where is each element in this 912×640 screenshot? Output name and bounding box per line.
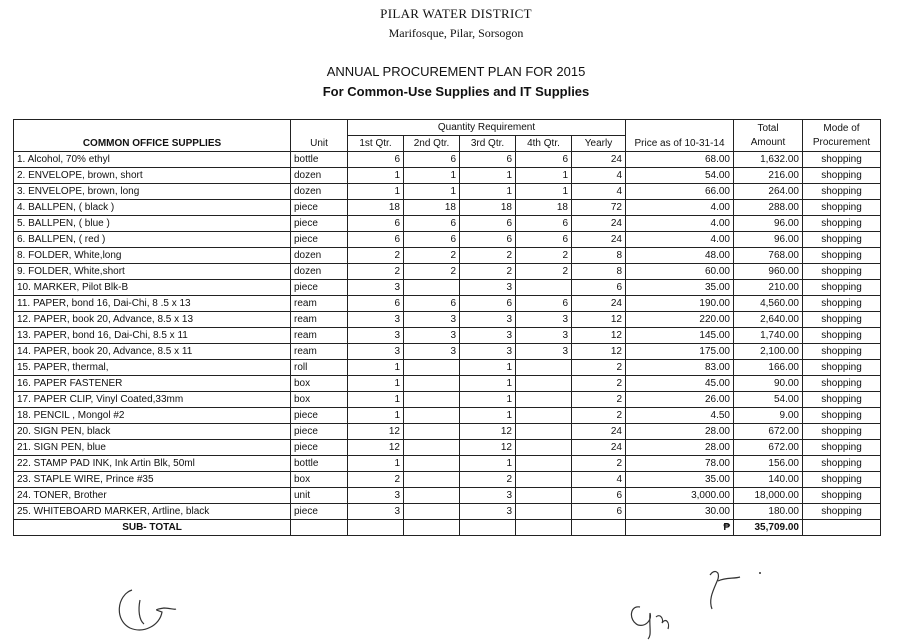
q4-cell [516,488,572,504]
q4-cell [516,440,572,456]
q1-cell: 2 [348,264,404,280]
unit-cell: piece [291,232,348,248]
q2-cell [404,488,460,504]
mode-cell: shopping [803,376,881,392]
table-body [14,152,881,520]
unit-cell: piece [291,424,348,440]
yearly-cell: 6 [572,504,626,520]
item-name-cell: 15. PAPER, thermal, [14,360,291,376]
q3-cell: 2 [460,248,516,264]
total-cell: 90.00 [734,376,803,392]
unit-cell: ream [291,312,348,328]
q4-cell [516,360,572,376]
procurement-table [13,119,881,536]
price-cell: 4.50 [626,408,734,424]
total-cell: 1,632.00 [734,152,803,168]
yearly-cell: 4 [572,472,626,488]
q2-cell [404,472,460,488]
yearly-cell: 24 [572,152,626,168]
price-cell: 4.00 [626,200,734,216]
empty-cell [404,520,460,536]
q2-cell: 3 [404,312,460,328]
mode-cell: shopping [803,504,881,520]
unit-cell: roll [291,360,348,376]
price-cell: 68.00 [626,152,734,168]
table-row [14,296,881,312]
item-name-cell: 12. PAPER, book 20, Advance, 8.5 x 13 [14,312,291,328]
q3-cell: 3 [460,312,516,328]
q3-cell: 1 [460,360,516,376]
item-name-cell: 8. FOLDER, White,long [14,248,291,264]
mode-cell: shopping [803,296,881,312]
yearly-cell: 2 [572,376,626,392]
item-name-cell: 24. TONER, Brother [14,488,291,504]
price-cell: 78.00 [626,456,734,472]
q1-cell: 6 [348,296,404,312]
yearly-cell: 72 [572,200,626,216]
total-cell: 9.00 [734,408,803,424]
header-total [734,120,803,152]
yearly-cell: 12 [572,344,626,360]
price-cell: 83.00 [626,360,734,376]
price-cell: 28.00 [626,440,734,456]
signature-left [112,580,182,635]
mode-cell: shopping [803,328,881,344]
item-name-cell: 4. BALLPEN, ( black ) [14,200,291,216]
table-row [14,280,881,296]
item-name-cell: 17. PAPER CLIP, Vinyl Coated,33mm [14,392,291,408]
unit-cell: box [291,376,348,392]
total-cell: 166.00 [734,360,803,376]
price-cell: 26.00 [626,392,734,408]
q4-cell: 6 [516,152,572,168]
empty-cell [291,520,348,536]
total-cell: 672.00 [734,424,803,440]
mode-cell: shopping [803,472,881,488]
unit-cell: piece [291,408,348,424]
header-q3: 3rd Qtr. [460,136,516,152]
unit-cell: dozen [291,248,348,264]
yearly-cell: 4 [572,168,626,184]
organization-address: Marifosque, Pilar, Sorsogon [388,26,524,40]
document-subtitle: For Common-Use Supplies and IT Supplies [322,84,590,99]
q2-cell: 6 [404,296,460,312]
mode-cell: shopping [803,280,881,296]
subtotal-amount: 35,709.00 [734,520,803,536]
price-cell: 35.00 [626,472,734,488]
q2-cell [404,456,460,472]
yearly-cell: 8 [572,264,626,280]
q1-cell: 1 [348,456,404,472]
q2-cell: 6 [404,152,460,168]
q1-cell: 3 [348,344,404,360]
unit-cell: ream [291,344,348,360]
item-name-cell: 5. BALLPEN, ( blue ) [14,216,291,232]
unit-cell: dozen [291,264,348,280]
unit-cell: piece [291,200,348,216]
table-row [14,392,881,408]
yearly-cell: 24 [572,440,626,456]
total-cell: 2,100.00 [734,344,803,360]
yearly-cell: 8 [572,248,626,264]
unit-cell: bottle [291,456,348,472]
item-name-cell: 1. Alcohol, 70% ethyl [14,152,291,168]
q4-cell: 6 [516,216,572,232]
total-cell: 768.00 [734,248,803,264]
q4-cell [516,376,572,392]
table-row [14,152,881,168]
table-row [14,376,881,392]
q4-cell: 6 [516,232,572,248]
header-mode [803,120,881,152]
price-cell: 4.00 [626,216,734,232]
q3-cell: 3 [460,504,516,520]
mode-cell: shopping [803,440,881,456]
table-row [14,232,881,248]
unit-cell: piece [291,280,348,296]
yearly-cell: 24 [572,232,626,248]
q3-cell: 1 [460,168,516,184]
yearly-cell: 24 [572,424,626,440]
q1-cell: 1 [348,184,404,200]
q2-cell: 1 [404,184,460,200]
item-name-cell: 9. FOLDER, White,short [14,264,291,280]
table-row [14,264,881,280]
q2-cell: 3 [404,328,460,344]
q3-cell: 18 [460,200,516,216]
q3-cell: 1 [460,392,516,408]
q1-cell: 3 [348,280,404,296]
q1-cell: 3 [348,488,404,504]
price-cell: 28.00 [626,424,734,440]
q4-cell: 18 [516,200,572,216]
q2-cell: 2 [404,264,460,280]
item-name-cell: 20. SIGN PEN, black [14,424,291,440]
table-row [14,312,881,328]
total-cell: 1,740.00 [734,328,803,344]
total-cell: 288.00 [734,200,803,216]
header-q1: 1st Qtr. [348,136,404,152]
q2-cell: 2 [404,248,460,264]
q1-cell: 18 [348,200,404,216]
total-cell: 180.00 [734,504,803,520]
q3-cell: 1 [460,184,516,200]
q4-cell [516,408,572,424]
table-row [14,456,881,472]
q1-cell: 6 [348,216,404,232]
q1-cell: 1 [348,392,404,408]
table-row [14,184,881,200]
header-mode-line1: Mode of [823,122,860,134]
q2-cell: 3 [404,344,460,360]
q3-cell: 12 [460,440,516,456]
q1-cell: 1 [348,408,404,424]
q4-cell [516,280,572,296]
q3-cell: 12 [460,424,516,440]
header-mode-line2: Procurement [812,136,871,148]
item-name-cell: 2. ENVELOPE, brown, short [14,168,291,184]
total-cell: 96.00 [734,216,803,232]
yearly-cell: 6 [572,280,626,296]
total-cell: 156.00 [734,456,803,472]
yearly-cell: 2 [572,392,626,408]
empty-cell [460,520,516,536]
q3-cell: 1 [460,408,516,424]
item-name-cell: 6. BALLPEN, ( red ) [14,232,291,248]
item-name-cell: 21. SIGN PEN, blue [14,440,291,456]
item-name-cell: 22. STAMP PAD INK, Ink Artin Blk, 50ml [14,456,291,472]
header-total-line2: Amount [750,136,786,148]
q1-cell: 2 [348,248,404,264]
q3-cell: 6 [460,232,516,248]
q2-cell [404,392,460,408]
q3-cell: 1 [460,376,516,392]
mode-cell: shopping [803,152,881,168]
q1-cell: 1 [348,168,404,184]
empty-cell [572,520,626,536]
unit-cell: bottle [291,152,348,168]
table-row [14,200,881,216]
mode-cell: shopping [803,392,881,408]
header-q4: 4th Qtr. [516,136,572,152]
price-cell: 48.00 [626,248,734,264]
total-cell: 4,560.00 [734,296,803,312]
table-row [14,248,881,264]
q1-cell: 12 [348,440,404,456]
header-q2: 2nd Qtr. [404,136,460,152]
q4-cell [516,392,572,408]
mode-cell: shopping [803,408,881,424]
yearly-cell: 24 [572,216,626,232]
price-cell: 60.00 [626,264,734,280]
header-price: Price as of 10-31-14 [626,120,734,152]
q4-cell [516,504,572,520]
price-cell: 3,000.00 [626,488,734,504]
q2-cell [404,360,460,376]
q2-cell [404,440,460,456]
q2-cell [404,424,460,440]
q3-cell: 6 [460,216,516,232]
yearly-cell: 2 [572,360,626,376]
q3-cell: 6 [460,152,516,168]
q3-cell: 6 [460,296,516,312]
header-unit: Unit [291,120,348,152]
empty-cell [803,520,881,536]
total-cell: 210.00 [734,280,803,296]
price-cell: 220.00 [626,312,734,328]
total-cell: 2,640.00 [734,312,803,328]
table-row [14,344,881,360]
q4-cell [516,472,572,488]
item-name-cell: 11. PAPER, bond 16, Dai-Chi, 8 .5 x 13 [14,296,291,312]
q4-cell: 2 [516,264,572,280]
table-row [14,472,881,488]
price-cell: 54.00 [626,168,734,184]
subtotal-label: SUB- TOTAL [14,520,291,536]
price-cell: 145.00 [626,328,734,344]
mode-cell: shopping [803,184,881,200]
mode-cell: shopping [803,344,881,360]
item-name-cell: 16. PAPER FASTENER [14,376,291,392]
item-name-cell: 23. STAPLE WIRE, Prince #35 [14,472,291,488]
q2-cell: 1 [404,168,460,184]
unit-cell: piece [291,440,348,456]
q1-cell: 1 [348,376,404,392]
unit-cell: unit [291,488,348,504]
signature-right [622,565,772,640]
q3-cell: 2 [460,264,516,280]
empty-cell [348,520,404,536]
price-cell: 35.00 [626,280,734,296]
price-cell: 175.00 [626,344,734,360]
q1-cell: 12 [348,424,404,440]
unit-cell: dozen [291,184,348,200]
price-cell: 66.00 [626,184,734,200]
q3-cell: 3 [460,328,516,344]
mode-cell: shopping [803,168,881,184]
header-item: COMMON OFFICE SUPPLIES [14,120,291,152]
price-cell: 4.00 [626,232,734,248]
q2-cell: 6 [404,232,460,248]
price-cell: 190.00 [626,296,734,312]
subtotal-row [14,520,881,536]
q2-cell [404,280,460,296]
q3-cell: 3 [460,280,516,296]
empty-cell [516,520,572,536]
table-row [14,488,881,504]
unit-cell: piece [291,216,348,232]
q1-cell: 3 [348,504,404,520]
q4-cell: 3 [516,312,572,328]
yearly-cell: 24 [572,296,626,312]
mode-cell: shopping [803,456,881,472]
q2-cell [404,376,460,392]
q1-cell: 6 [348,232,404,248]
unit-cell: ream [291,328,348,344]
q2-cell: 6 [404,216,460,232]
yearly-cell: 12 [572,312,626,328]
mode-cell: shopping [803,232,881,248]
q1-cell: 3 [348,312,404,328]
total-cell: 96.00 [734,232,803,248]
table-row [14,424,881,440]
price-cell: 45.00 [626,376,734,392]
total-cell: 54.00 [734,392,803,408]
q4-cell [516,424,572,440]
mode-cell: shopping [803,248,881,264]
organization-name: PILAR WATER DISTRICT [380,6,532,21]
q1-cell: 1 [348,360,404,376]
q1-cell: 2 [348,472,404,488]
table-row [14,168,881,184]
mode-cell: shopping [803,216,881,232]
table-row [14,440,881,456]
total-cell: 216.00 [734,168,803,184]
mode-cell: shopping [803,360,881,376]
header-total-line1: Total [757,122,779,134]
unit-cell: box [291,472,348,488]
total-cell: 18,000.00 [734,488,803,504]
total-cell: 264.00 [734,184,803,200]
mode-cell: shopping [803,264,881,280]
table-row [14,216,881,232]
total-cell: 672.00 [734,440,803,456]
subtotal-currency: ₱ [626,520,734,536]
mode-cell: shopping [803,200,881,216]
yearly-cell: 2 [572,456,626,472]
unit-cell: box [291,392,348,408]
mode-cell: shopping [803,424,881,440]
document-title: ANNUAL PROCUREMENT PLAN FOR 2015 [326,64,586,79]
q2-cell [404,504,460,520]
q1-cell: 3 [348,328,404,344]
q4-cell: 1 [516,184,572,200]
q4-cell: 2 [516,248,572,264]
header-yearly: Yearly [572,136,626,152]
header-quantity-requirement: Quantity Requirement [348,120,626,136]
item-name-cell: 10. MARKER, Pilot Blk-B [14,280,291,296]
mode-cell: shopping [803,488,881,504]
item-name-cell: 13. PAPER, bond 16, Dai-Chi, 8.5 x 11 [14,328,291,344]
item-name-cell: 3. ENVELOPE, brown, long [14,184,291,200]
q3-cell: 2 [460,472,516,488]
mode-cell: shopping [803,312,881,328]
q2-cell: 18 [404,200,460,216]
q3-cell: 3 [460,344,516,360]
q4-cell: 3 [516,328,572,344]
yearly-cell: 12 [572,328,626,344]
q3-cell: 3 [460,488,516,504]
q1-cell: 6 [348,152,404,168]
item-name-cell: 18. PENCIL , Mongol #2 [14,408,291,424]
yearly-cell: 2 [572,408,626,424]
table-row [14,504,881,520]
q4-cell [516,456,572,472]
q4-cell: 3 [516,344,572,360]
total-cell: 140.00 [734,472,803,488]
q4-cell: 6 [516,296,572,312]
total-cell: 960.00 [734,264,803,280]
q2-cell [404,408,460,424]
yearly-cell: 6 [572,488,626,504]
item-name-cell: 25. WHITEBOARD MARKER, Artline, black [14,504,291,520]
yearly-cell: 4 [572,184,626,200]
q3-cell: 1 [460,456,516,472]
unit-cell: ream [291,296,348,312]
item-name-cell: 14. PAPER, book 20, Advance, 8.5 x 11 [14,344,291,360]
price-cell: 30.00 [626,504,734,520]
table-row [14,360,881,376]
table-row [14,328,881,344]
unit-cell: piece [291,504,348,520]
table-row [14,408,881,424]
unit-cell: dozen [291,168,348,184]
q4-cell: 1 [516,168,572,184]
